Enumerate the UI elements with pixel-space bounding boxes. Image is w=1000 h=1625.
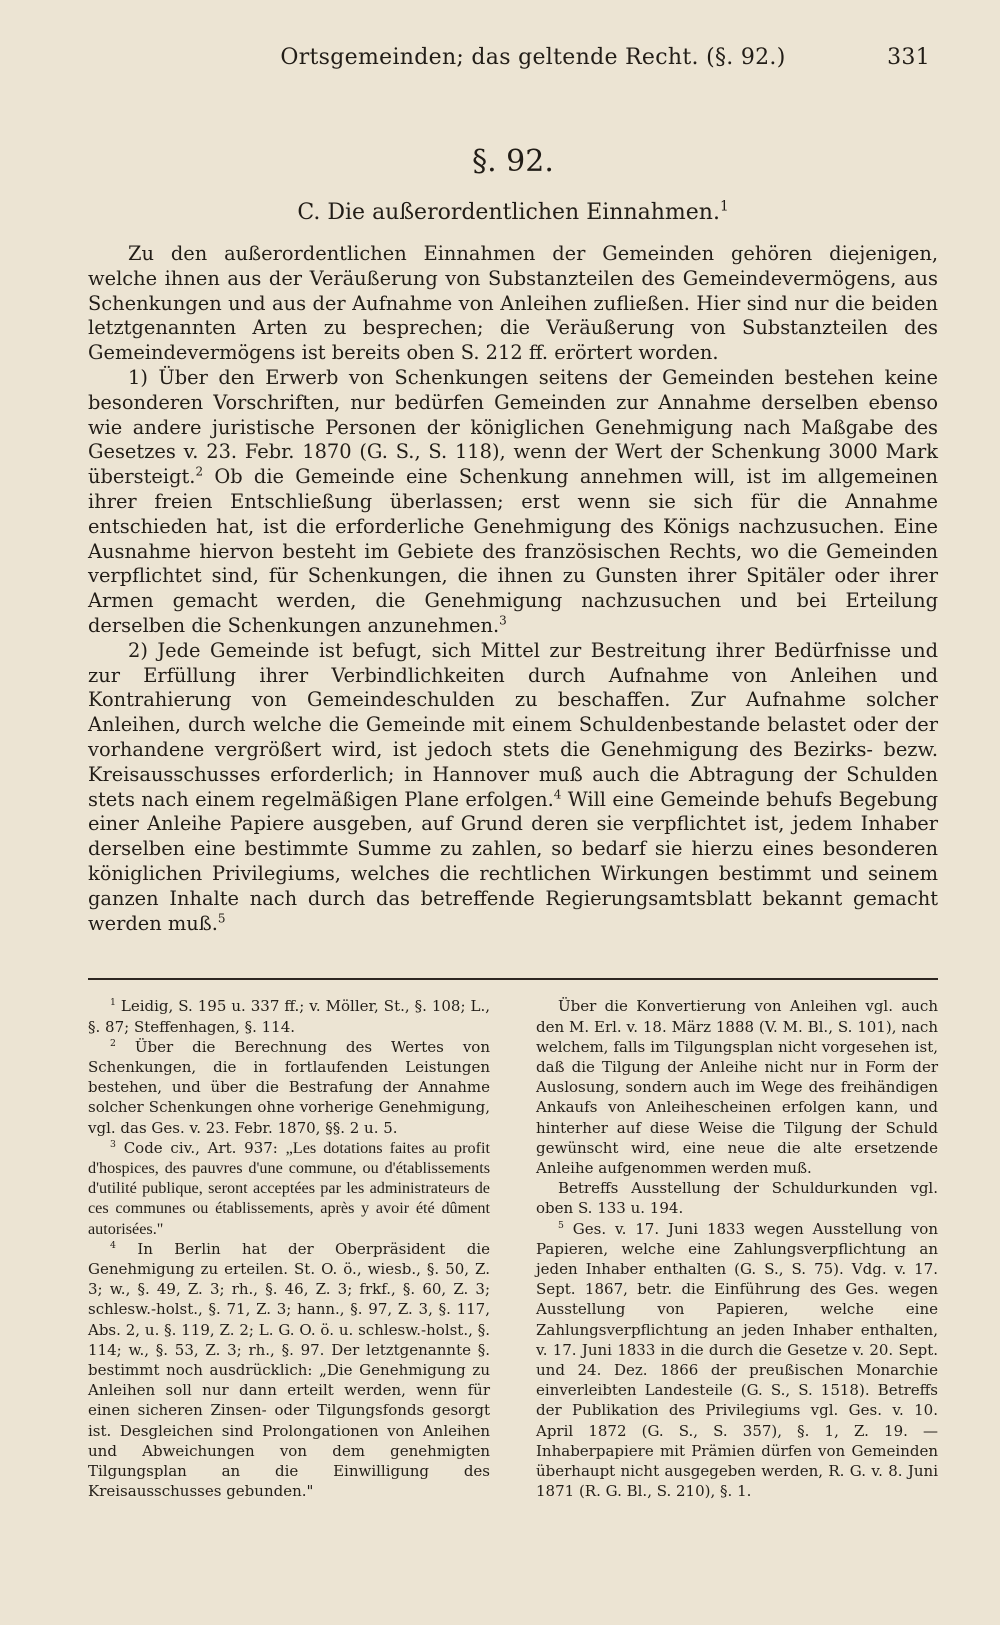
- section-number: §. 92.: [472, 144, 554, 179]
- footnote-mark-3: 3: [110, 1138, 116, 1150]
- footnote-2: [88, 1037, 490, 1138]
- footnote-mark-1: 1: [110, 997, 116, 1009]
- paragraph-intro: Zu den außerordentlichen Einnahmen der Gemeinden gehören diejenigen, welche ihnen aus der Veräußerung von Substanzteilen des Gemeindevermögens, aus Schenkungen und aus der Aufnahme von Anleihen zufließen. Hier sind nur die beiden letztgenannten Arten zu besprechen; die Veräußerung von Substanzteilen des Gemeindevermögens ist bereits oben S. 212 ff. erörtert worden.: [88, 242, 938, 365]
- footnote-4: [88, 1239, 490, 1502]
- paragraph-1: [88, 366, 938, 639]
- footnote-1: [88, 996, 490, 1036]
- paragraph-2: [88, 639, 938, 937]
- footnote-2-text: Über die Berechnung des Wertes von Schenkungen, die in fortlaufenden Leistungen bestehen, und über die Bestrafung der Annahme solcher Schenkungen ohne vorherige Genehmigung, vgl. das Ges. v. 23. Febr. 1870, §§. 2 u. 5.: [88, 1037, 490, 1137]
- footnote-1-text: Leidig, S. 195 u. 337 ff.; v. Möller, St., §. 108; L., §. 87; Steffenhagen, §. 114.: [88, 997, 490, 1036]
- book-page: [88, 38, 938, 1588]
- footnote-mark-4: 4: [110, 1239, 116, 1251]
- footnote-4-continued-a: Über die Konvertierung von Anleihen vgl. auch den M. Erl. v. 18. März 1888 (V. M. Bl., S. 101), nach welchem, falls im Tilgungsplan nicht vorgesehen ist, daß die Tilgung der Anleihe nicht nur in Form der Auslosung, sondern auch im Wege des freihändigen Ankaufs von Anleihescheinen erfolgen kann, und hinterher auf diese Weise die Tilgung der Schuld gewünscht wird, eine neue die alte ersetzende Anleihe aufgenommen werden muß.: [536, 997, 938, 1177]
- section-title-text: C. Die außerordentlichen Einnahmen.: [297, 200, 720, 225]
- paragraph-1-text-b: Ob die Gemeinde eine Schenkung annehmen will, ist im allgemeinen ihrer freien Entschließung überlassen; erst wenn sie sich für die Annahme entschieden hat, ist die erforderliche Genehmigung des Königs nachzusuchen. Eine Ausnahme hiervon besteht im Gebiete des französischen Rechts, wo die Gemeinden verpflichtet sind, für Schenkungen, die ihnen zu Gunsten ihrer Spitäler oder ihrer Armen gemacht werden, die Genehmigung nachzusuchen und bei Erteilung derselben die Schenkungen anzunehmen.: [88, 465, 938, 637]
- footnote-ref-5: 5: [217, 911, 226, 926]
- footnote-mark-2: 2: [110, 1037, 116, 1049]
- footnote-5-text: Ges. v. 17. Juni 1833 wegen Ausstellung von Papieren, welche eine Zahlungsverpflichtung an jeden Inhaber enthalten (G. S., S. 75). Vdg. v. 17. Sept. 1867, betr. die Einführung des Ges. wegen Ausstellung von Papieren, welche eine Zahlungsverpflichtung an jeden Inhaber enthalten, v. 17. Juni 1833 in die durch die Gesetze v. 20. Sept. und 24. Dez. 1866 der preußischen Monarchie einverleibten Landesteile (G. S., S. 1518). Betreffs der Publikation des Privilegiums vgl. Ges. v. 10. April 1872 (G. S., S. 357), §. 1, Z. 19. — Inhaberpapiere mit Prämien dürfen von Gemeinden überhaupt nicht ausgegeben werden, R. G. v. 8. Juni 1871 (R. G. Bl., S. 210), §. 1.: [536, 1219, 938, 1501]
- footnote-3: [88, 1138, 490, 1239]
- footnote-mark-5: 5: [558, 1219, 564, 1231]
- footnote-ref-1: 1: [719, 198, 729, 215]
- running-head: [88, 38, 938, 78]
- footnotes-left-column: [88, 996, 490, 1501]
- footnote-ref-2: 2: [195, 464, 204, 479]
- footnote-3-lead: Code civ., Art. 937:: [123, 1138, 278, 1157]
- section-title: [88, 198, 938, 228]
- footnote-4-continued-b: Betreffs Ausstellung der Schuldurkunden vgl. oben S. 133 u. 194.: [536, 1179, 938, 1218]
- main-text: [88, 242, 938, 936]
- footnote-ref-4: 4: [553, 787, 562, 802]
- page-number: 331: [887, 45, 930, 70]
- footnote-3-quote: „Les dotations faites au profit d'hospices, des pauvres d'une commune, ou d'établissements d'utilité publique, seront acceptées par les administrateurs de ces communes ou établissements, après y avoir été dûment autorisées.": [88, 1138, 490, 1238]
- footnotes: [88, 996, 938, 1501]
- footnote-4-text: In Berlin hat der Oberpräsident die Genehmigung zu erteilen. St. O. ö., wiesb., §. 50, Z. 3; w., §. 49, Z. 3; rh., §. 46, Z. 3; frkf., §. 60, Z. 3; schlesw.-holst., §. 71, Z. 3; hann., §. 97, Z. 3, §. 117, Abs. 2, u. §. 119, Z. 2; L. G. O. ö. u. schlesw.-holst., §. 114; w., §. 53, Z. 3; rh., §. 97. Der letztgenannte §. bestimmt noch ausdrücklich: „Die Genehmigung zu Anleihen soll nur dann erteilt werden, wenn für einen sicheren Zinsen- oder Tilgungsfonds gesorgt ist. Desgleichen sind Prolongationen von Anleihen und Abweichungen von dem genehmigten Tilgungsplan an die Einwilligung des Kreisausschusses gebunden.": [88, 1239, 490, 1501]
- running-title: Ortsgemeinden; das geltende Recht. (§. 92.): [280, 45, 786, 70]
- footnote-divider: [88, 978, 938, 980]
- paragraph-1-text-a: 1) Über den Erwerb von Schenkungen seitens der Gemeinden bestehen keine besonderen Vorschriften, nur bedürfen Gemeinden zur Annahme derselben ebenso wie andere juristische Personen der königlichen Genehmigung nach Maßgabe des Gesetzes v. 23. Febr. 1870 (G. S., S. 118), wenn der Wert der Schenkung 3000 Mark übersteigt.: [88, 365, 938, 489]
- footnotes-right-column: [536, 996, 938, 1501]
- paragraph-2-text-a: 2) Jede Gemeinde ist befugt, sich Mittel zur Bestreitung ihrer Bedürfnisse und zur Erfüllung ihrer Verbindlichkeiten durch Aufnahme von Anleihen und Kontrahierung von Gemeindeschulden zu beschaffen. Zur Aufnahme solcher Anleihen, durch welche die Gemeinde mit einem Schuldenbestande belastet oder der vorhandene vergrößert wird, ist jedoch stets die Genehmigung des Bezirks- bezw. Kreisausschusses erforderlich; in Hannover muß auch die Abtragung der Schulden stets nach einem regelmäßigen Plane erfolgen.: [88, 638, 938, 811]
- paragraph-2-text-b: Will eine Gemeinde behufs Begebung einer Anleihe Papiere ausgeben, auf Grund deren sie verpflichtet ist, jedem Inhaber derselben eine bestimmte Summe zu zahlen, so bedarf sie hierzu eines besonderen königlichen Privilegiums, welches die rechtlichen Wirkungen bestimmt und seinem ganzen Inhalte nach durch das betreffende Regierungsamtsblatt bekannt gemacht werden muß.: [88, 787, 938, 935]
- footnote-5: [536, 1219, 938, 1502]
- footnote-ref-3: 3: [499, 613, 507, 628]
